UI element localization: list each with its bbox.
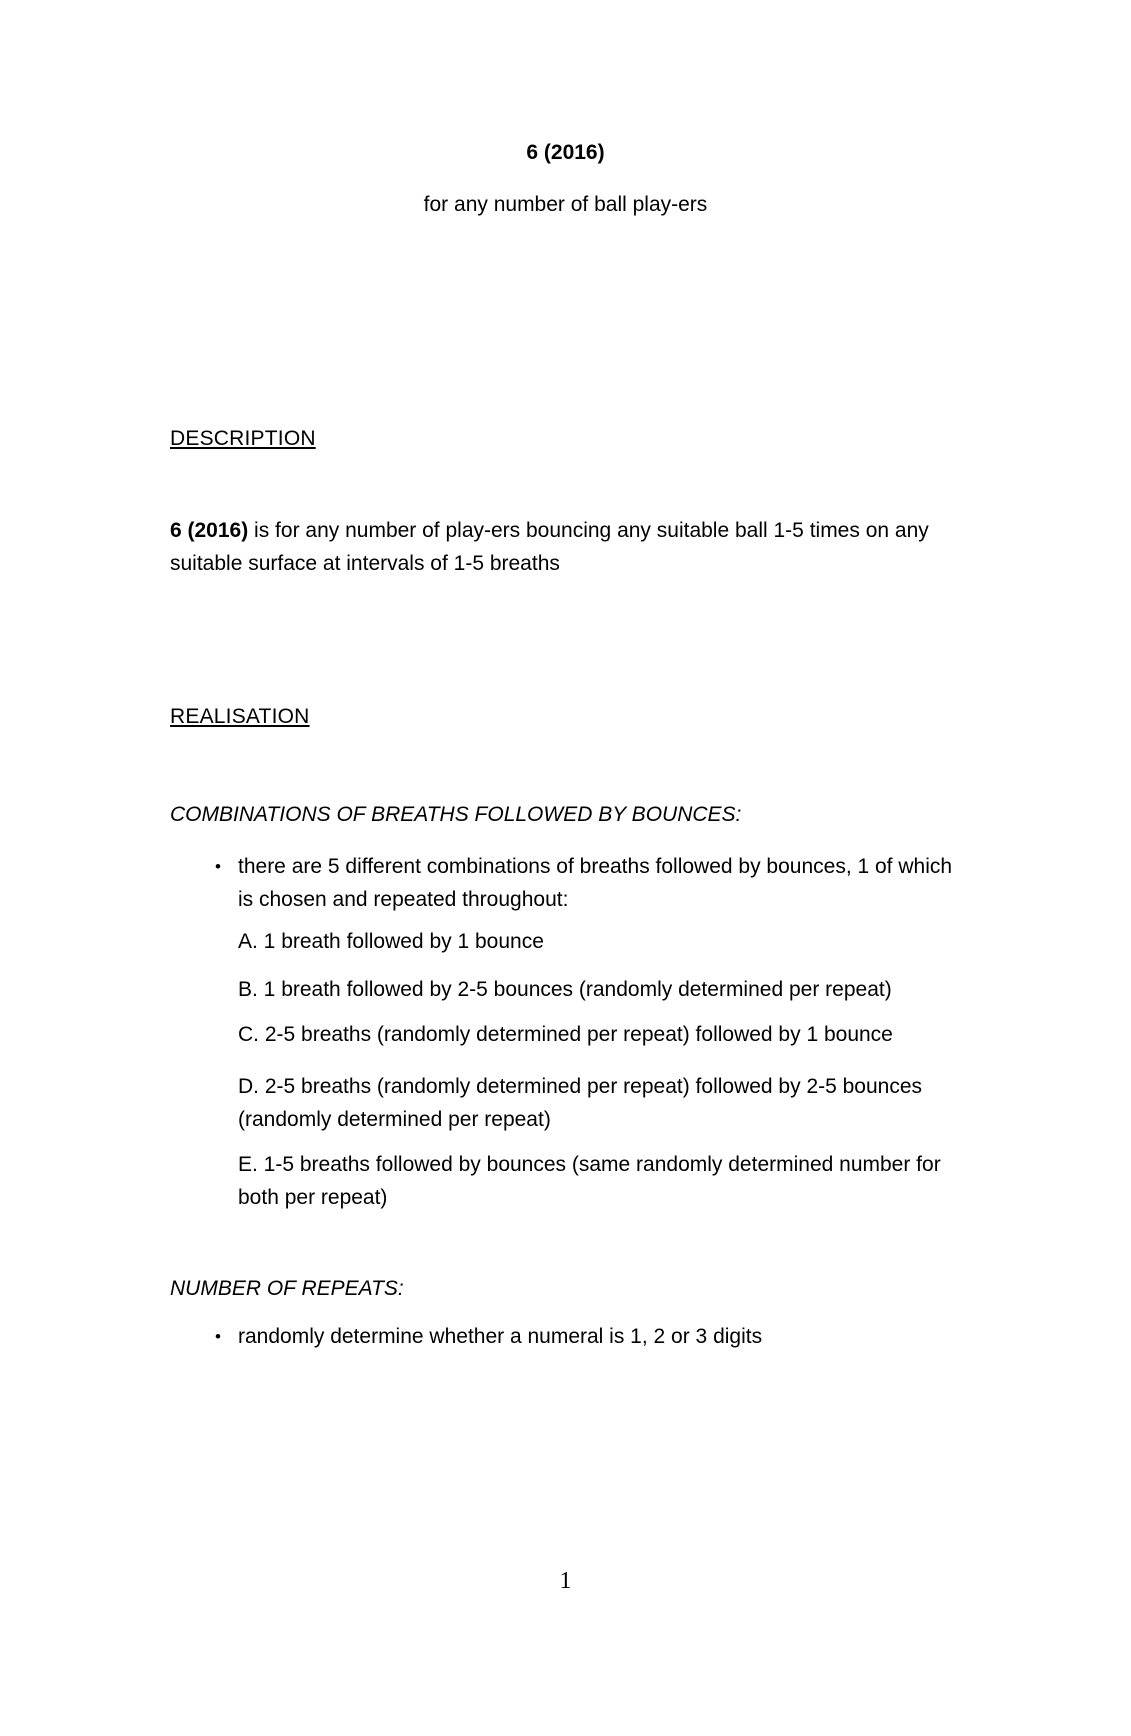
combinations-bullet-row xyxy=(215,850,961,916)
description-paragraph xyxy=(170,514,961,580)
document-page xyxy=(0,136,1131,1736)
list-item-b: B. 1 breath followed by 2-5 bounces (randomly determined per repeat) xyxy=(238,978,892,1001)
description-paragraph-text: is for any number of play-ers bouncing any suitable ball 1-5 times on any suitable surface at intervals of 1-5 breaths xyxy=(170,519,929,575)
list-item-d: D. 2-5 breaths (randomly determined per repeat) followed by 2-5 bounces (randomly determined per repeat) xyxy=(238,1075,923,1131)
subheading-combinations: COMBINATIONS OF BREATHS FOLLOWED BY BOUNCES: xyxy=(170,803,742,826)
bullet-icon: • xyxy=(215,857,221,876)
repeats-bullet-row xyxy=(215,1320,961,1353)
list-item-c: C. 2-5 breaths (randomly determined per repeat) followed by 1 bounce xyxy=(238,1023,893,1046)
section-heading-realisation: REALISATION xyxy=(170,705,310,728)
document-title: 6 (2016) xyxy=(526,141,605,164)
combinations-bullet-text: there are 5 different combinations of breaths followed by bounces, 1 of which is chosen and repeated throughout: xyxy=(238,855,953,911)
bullet-icon: • xyxy=(215,1327,221,1346)
document-subtitle: for any number of ball play-ers xyxy=(423,193,708,216)
list-item-e: E. 1-5 breaths followed by bounces (same randomly determined number for both per repeat) xyxy=(238,1153,941,1209)
list-item-a: A. 1 breath followed by 1 bounce xyxy=(238,930,544,953)
page-number: 1 xyxy=(559,1568,572,1594)
subheading-number-of-repeats: NUMBER OF REPEATS: xyxy=(170,1277,404,1300)
section-heading-description: DESCRIPTION xyxy=(170,427,316,450)
description-paragraph-lead: 6 (2016) xyxy=(170,519,249,542)
repeats-bullet-text: randomly determine whether a numeral is 1, 2 or 3 digits xyxy=(238,1325,763,1348)
